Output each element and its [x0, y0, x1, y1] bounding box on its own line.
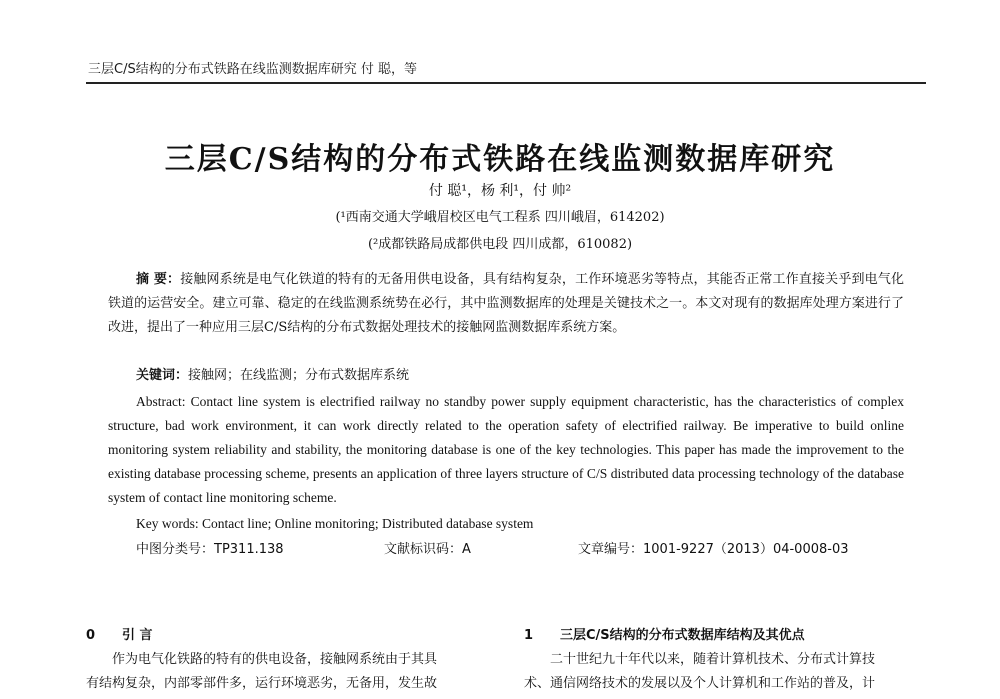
running-header: 三层C/S结构的分布式铁路在线监测数据库研究 付 聪，等	[88, 62, 417, 77]
paragraph-line: 术、通信网络技术的发展以及个人计算机和工作站的普及，计	[524, 676, 876, 691]
paragraph-line: 二十世纪九十年代以来，随着计算机技术、分布式计算技	[550, 652, 876, 667]
abstract-cn-text: 接触网系统是电气化铁道的特有的无备用供电设备，具有结构复杂，工作环境恶劣等特点，其能否正常工作直接关乎到电气化铁道的运营安全。建立可靠、稳定的在线监测系统势在必行，其中监测数据库的处理是关键技术之一。本文对现有的数据库处理方案进行了改进，提出了一种应用三层C/S结构的分布式数据处理技术的接触网监测数据库系统方案。	[108, 272, 904, 335]
abstract-cn-label: 摘 要：	[136, 272, 181, 287]
affiliation-1: (¹西南交通大学峨眉校区电气工程系 四川峨眉，614202)	[335, 210, 665, 225]
article-number: 文章编号：1001-9227（2013）04-0008-03	[578, 542, 849, 557]
header-rule	[86, 82, 926, 84]
section-heading	[86, 624, 486, 648]
keywords-cn	[136, 364, 896, 388]
section-title: 三层C/S结构的分布式数据库结构及其优点	[560, 628, 805, 643]
affiliation-2: (²成都铁路局成都供电段 四川成都，610082)	[367, 237, 633, 252]
abstract-en: Abstract: Contact line system is electrified railway no standby power supply equipment characteristic, has the characteristics of complex structure, bad work environment, it can work directly related to the operation safety of electrified railway. Be imperative to build online monitoring system reliability and stability, the monitoring database is one of the key technologies. This paper has made the improvement to the existing database processing scheme, presents an application of three layers structure of C/S distributed data processing technology of the database system of contact line monitoring scheme.	[108, 394, 904, 505]
keywords-cn-label: 关键词：	[136, 368, 189, 383]
keywords-en: Key words: Contact line; Online monitoring; Distributed database system	[136, 516, 534, 531]
abstract-cn	[108, 268, 904, 340]
clc-number: 中图分类号：TP311.138	[136, 542, 284, 557]
paragraph-line: 作为电气化铁路的特有的供电设备，接触网系统由于其具	[112, 652, 438, 667]
section-architecture	[524, 624, 924, 696]
section-heading	[524, 624, 924, 648]
paper-title: 三层C/S结构的分布式铁路在线监测数据库研究	[164, 142, 836, 177]
section-title: 引 言	[122, 628, 153, 643]
document-code: 文献标识码：A	[384, 542, 471, 557]
section-number: 1	[524, 628, 534, 643]
section-number: 0	[86, 628, 96, 643]
authors: 付 聪¹，杨 利¹，付 帅²	[428, 183, 572, 199]
keywords-cn-text: 接触网；在线监测；分布式数据库系统	[188, 368, 410, 383]
section-introduction	[86, 624, 486, 696]
paragraph-line: 有结构复杂，内部零部件多，运行环境恶劣，无备用，发生故	[86, 676, 438, 691]
